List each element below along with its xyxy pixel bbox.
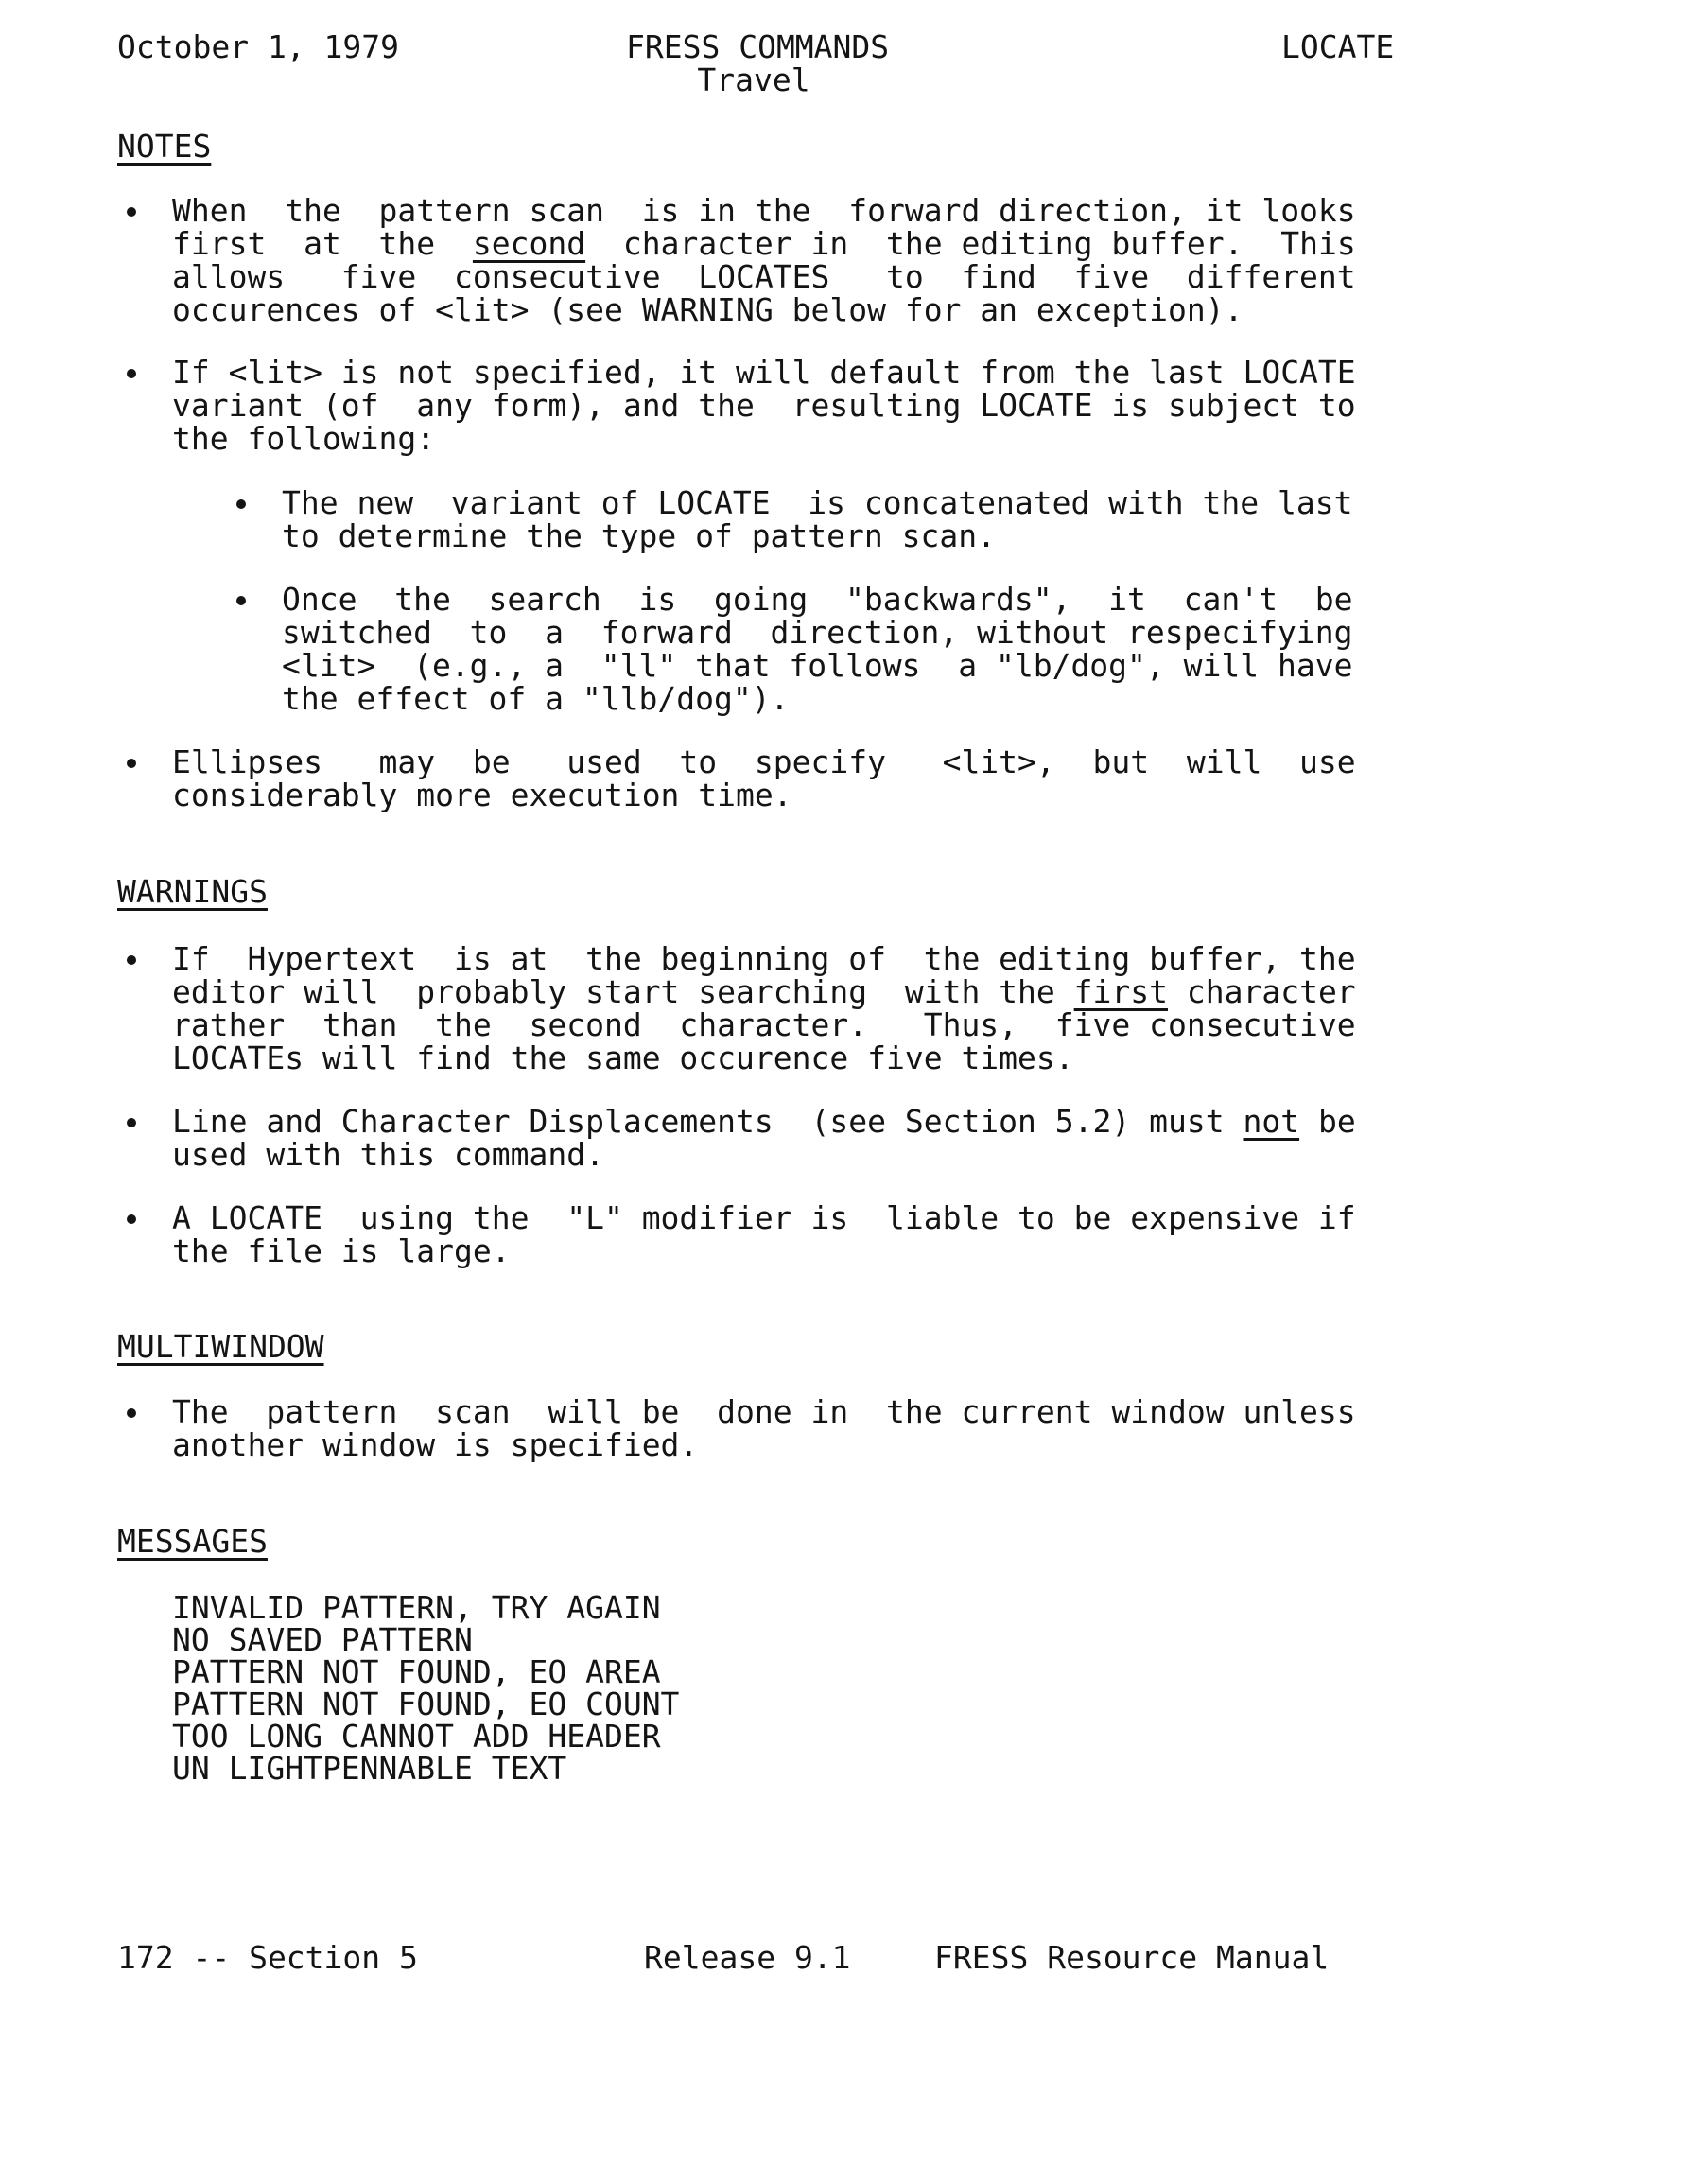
footer-manual: FRESS Resource Manual xyxy=(934,1939,1330,1976)
header-subtitle: Travel xyxy=(697,61,810,98)
footer-release: Release 9.1 xyxy=(644,1939,851,1976)
emphasis-second: second xyxy=(472,225,586,262)
text-line: rather than the second character. Thus, five consecutive xyxy=(172,1006,1356,1043)
text-line: Line and Character Displacements (see Section 5.2) must not be xyxy=(172,1103,1356,1140)
multiwindow-heading: MULTIWINDOW xyxy=(117,1328,324,1365)
text-line: Once the search is going "backwards", it can't be xyxy=(282,581,1353,618)
text-line: If <lit> is not specified, it will default from the last LOCATE xyxy=(172,354,1356,391)
notes-heading: NOTES xyxy=(117,128,212,165)
text-line: another window is specified. xyxy=(172,1426,699,1463)
text-line: occurences of <lit> (see WARNING below for an exception). xyxy=(172,291,1244,328)
text-line: switched to a forward direction, without respecifying xyxy=(282,614,1353,651)
text-line: considerably more execution time. xyxy=(172,777,792,813)
text-line: used with this command. xyxy=(172,1136,604,1173)
message-item: INVALID PATTERN, TRY AGAIN xyxy=(172,1589,661,1626)
messages-heading: MESSAGES xyxy=(117,1523,268,1560)
text-line: to determine the type of pattern scan. xyxy=(282,517,996,554)
text-line: variant (of any form), and the resulting LOCATE is subject to xyxy=(172,387,1356,424)
message-item: TOO LONG CANNOT ADD HEADER xyxy=(172,1718,661,1755)
message-item: NO SAVED PATTERN xyxy=(172,1621,473,1658)
text-line: allows five consecutive LOCATES to find five different xyxy=(172,258,1356,295)
text-line: The new variant of LOCATE is concatenated with the last xyxy=(282,484,1353,521)
message-item: PATTERN NOT FOUND, EO COUNT xyxy=(172,1686,680,1722)
emphasis-not: not xyxy=(1243,1103,1300,1140)
header-command: LOCATE xyxy=(1281,28,1395,65)
footer-page: 172 -- Section 5 xyxy=(117,1939,418,1976)
text-line: editor will probably start searching with the first character xyxy=(172,973,1356,1010)
emphasis-first: first xyxy=(1073,973,1168,1010)
text-line: The pattern scan will be done in the current window unless xyxy=(172,1393,1356,1430)
warnings-heading: WARNINGS xyxy=(117,873,268,910)
header-title: FRESS COMMANDS xyxy=(626,28,890,65)
messages-list xyxy=(172,1589,680,1787)
text-line: A LOCATE using the "L" modifier is liable to be expensive if xyxy=(172,1199,1356,1236)
message-item: PATTERN NOT FOUND, EO AREA xyxy=(172,1653,661,1690)
message-item: UN LIGHTPENNABLE TEXT xyxy=(172,1750,567,1787)
text-line: <lit> (e.g., a "ll" that follows a "lb/dog", will have xyxy=(282,647,1353,684)
text-line: the file is large. xyxy=(172,1232,511,1269)
text-line: LOCATEs will find the same occurence five times. xyxy=(172,1040,1074,1076)
text-line: When the pattern scan is in the forward direction, it looks xyxy=(172,192,1356,229)
header-date: October 1, 1979 xyxy=(117,28,400,65)
text-line: Ellipses may be used to specify <lit>, but will use xyxy=(172,743,1356,780)
text-line: the following: xyxy=(172,420,436,457)
text-line: If Hypertext is at the beginning of the editing buffer, the xyxy=(172,940,1356,977)
text-line: first at the second character in the editing buffer. This xyxy=(172,225,1356,262)
text-line: the effect of a "llb/dog"). xyxy=(282,680,790,717)
header-title-block xyxy=(626,28,890,98)
